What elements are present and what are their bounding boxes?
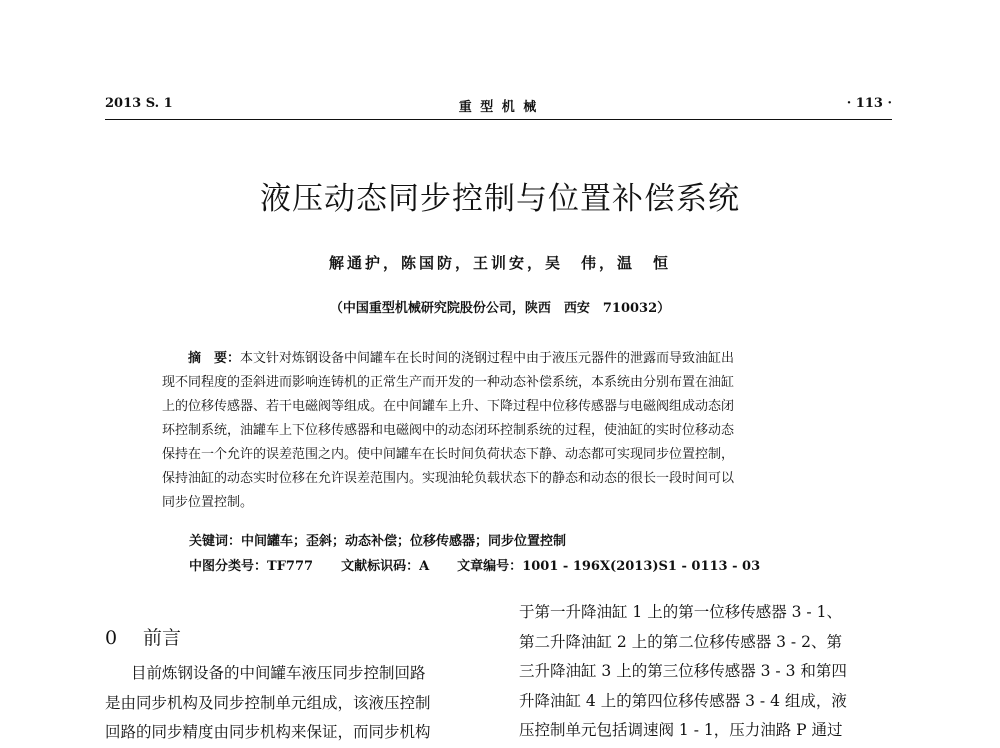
author-list: 解通护，陈国防，王训安，吴 伟，温 恒 [328,254,671,272]
running-head [105,96,892,116]
body-line: 目前炼钢设备的中间罐车液压同步控制回路 [131,664,426,682]
section-title: 前言 [143,627,182,649]
issue-label: 2013 S. 1 [105,96,173,111]
paper-title: 液压动态同步控制与位置补偿系统 [260,181,740,217]
section-number: 0 [105,627,118,649]
affiliation: （中国重型机械研究院股份公司，陕西 西安 710032） [329,301,671,316]
abstract-line: 同步位置控制。 [162,495,254,510]
doc-code-value: A [419,559,430,574]
section-heading [105,623,181,650]
abstract-line: 本文针对炼钢设备中间罐车在长时间的浇钢过程中由于液压元器件的泄露而导致油缸出 [240,351,735,366]
body-right-column [519,598,894,746]
abstract [162,347,840,515]
body-line: 压控制单元包括调速阀 1 - 1，压力油路 P 通过 [519,721,843,739]
abstract-label: 摘 要： [188,351,241,366]
abstract-line: 环控制系统，油罐车上下位移传感器和电磁阀中的动态闭环控制系统的过程，使油缸的实时位移动态 [162,423,735,438]
doc-code-label: 文献标识码： [341,559,420,574]
abstract-line: 上的位移传感器、若干电磁阀等组成。在中间罐车上升、下降过程中位移传感器与电磁阀组成动态闭 [162,399,735,414]
body-line: 三升降油缸 3 上的第三位移传感器 3 - 3 和第四 [519,662,847,680]
abstract-line: 保持油缸的动态实时位移在允许误差范围内。实现油轮负载状态下的静态和动态的很长一段时间可以 [162,471,735,486]
body-line: 第二升降油缸 2 上的第二位移传感器 3 - 2、第 [519,632,842,651]
page-number: · 113 · [846,96,892,111]
keywords-value: 中间罐车；歪斜；动态补偿；位移传感器；同步位置控制 [241,534,567,549]
article-no-label: 文章编号： [457,559,523,574]
clc-value: TF777 [267,559,314,574]
header-rule [105,119,892,120]
classification-line [189,555,760,574]
article-no-value: 1001 - 196X(2013)S1 - 0113 - 03 [522,559,761,574]
body-line: 于第一升降油缸 1 上的第一位移传感器 3 - 1、 [519,603,842,621]
keywords-label: 关键词： [189,534,242,549]
body-line: 升降油缸 4 上的第四位移传感器 3 - 4 组成，液 [519,691,847,710]
abstract-line: 现不同程度的歪斜进而影响连铸机的正常生产而开发的一种动态补偿系统，本系统由分别布置在油缸 [162,375,735,390]
body-left-column [105,659,480,748]
abstract-line: 保持在一个允许的误差范围之内。使中间罐车在长时间负荷状态下静、动态都可实现同步位置控制， [162,447,735,462]
clc-label: 中图分类号： [189,559,268,574]
keywords-line [189,530,566,549]
body-line: 回路的同步精度由同步机构来保证，而同步机构 [105,723,431,741]
body-line: 是由同步机构及同步控制单元组成，该液压控制 [105,693,431,712]
journal-name: 重 型 机 械 [458,100,539,115]
